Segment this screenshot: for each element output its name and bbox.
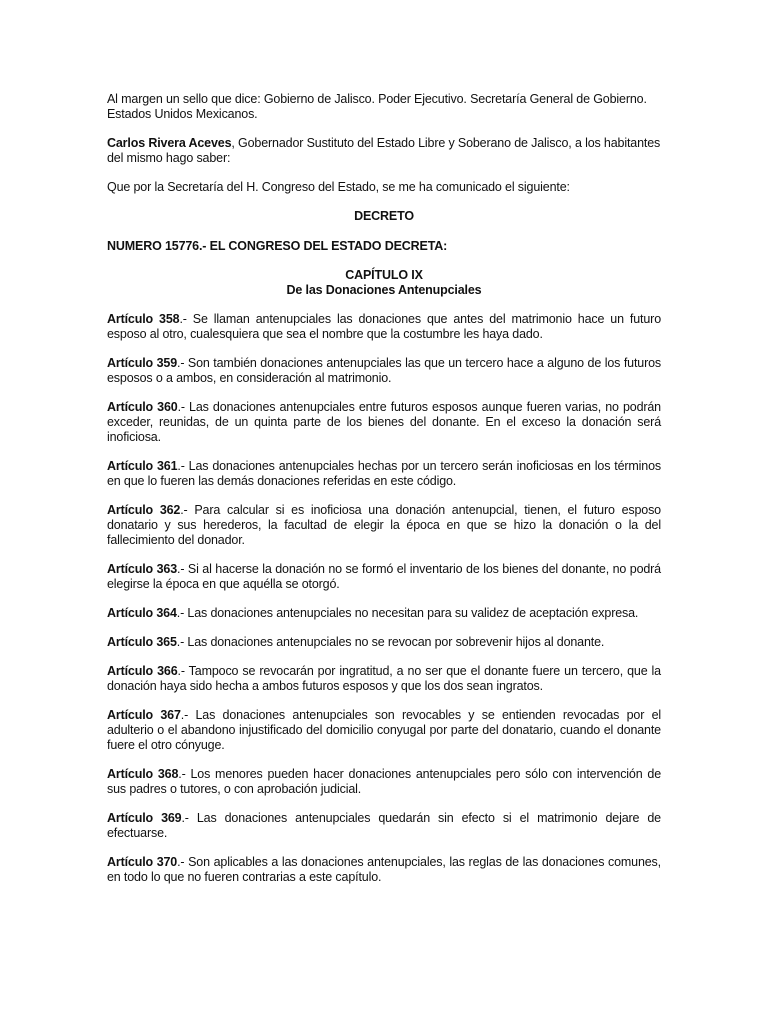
article-title: Artículo 358 — [107, 312, 180, 326]
article-360 — [107, 400, 661, 445]
article-title: Artículo 367 — [107, 708, 181, 722]
article-370 — [107, 855, 661, 885]
article-text: .- Son también donaciones antenupciales las que un tercero hace a alguno de los futuros esposos o a ambos, en consideración al matrimonio. — [107, 356, 661, 385]
article-title: Artículo 365 — [107, 635, 177, 649]
governor-name: Carlos Rivera Aceves — [107, 136, 232, 150]
article-text: .- Si al hacerse la donación no se formó el inventario de los bienes del donante, no podrá elegirse la época en que aquélla se otorgó. — [107, 562, 661, 591]
governor-paragraph — [107, 136, 661, 166]
article-368 — [107, 767, 661, 797]
article-367 — [107, 708, 661, 753]
article-title: Artículo 369 — [107, 811, 182, 825]
article-365 — [107, 635, 661, 650]
article-362 — [107, 503, 661, 548]
article-title: Artículo 360 — [107, 400, 178, 414]
article-text: .- Las donaciones antenupciales entre futuros esposos aunque fueren varias, no podrán exceder, reunidas, de un quinta parte de los bienes del donante. En el exceso la donación será inoficiosa. — [107, 400, 661, 444]
article-title: Artículo 361 — [107, 459, 178, 473]
governor-text: , Gobernador Sustituto del Estado Libre y Soberano de Jalisco, a los habitantes del mismo hago saber: — [107, 136, 661, 165]
article-title: Artículo 368 — [107, 767, 179, 781]
article-title: Artículo 366 — [107, 664, 178, 678]
article-title: Artículo 364 — [107, 606, 177, 620]
article-text: .- Las donaciones antenupciales son revocables y se entienden revocadas por el adulterio o el abandono injustificado del domicilio conyugal por parte del donatario, cuando el donante fuere el otro cónyuge. — [107, 708, 661, 752]
article-title: Artículo 359 — [107, 356, 178, 370]
chapter-title: De las Donaciones Antenupciales — [286, 283, 482, 297]
article-text: .- Las donaciones antenupciales no necesitan para su validez de aceptación expresa. — [176, 606, 639, 620]
article-title: Artículo 370 — [107, 855, 178, 869]
article-text: .- Las donaciones antenupciales quedarán sin efecto si el matrimonio dejare de efectuarse. — [107, 811, 661, 840]
decree-heading: DECRETO — [354, 209, 414, 223]
article-363 — [107, 562, 661, 592]
article-359 — [107, 356, 661, 386]
chapter-heading — [107, 268, 661, 298]
seal-paragraph: Al margen un sello que dice: Gobierno de Jalisco. Poder Ejecutivo. Secretaría General de Gobierno. Estados Unidos Mexicanos. — [107, 92, 647, 121]
document-page — [107, 92, 661, 899]
article-title: Artículo 363 — [107, 562, 177, 576]
article-text: .- Son aplicables a las donaciones antenupciales, las reglas de las donaciones comunes, en todo lo que no fueren contrarias a este capítulo. — [107, 855, 661, 884]
communication-paragraph: Que por la Secretaría del H. Congreso del Estado, se me ha comunicado el siguiente: — [107, 180, 570, 194]
article-text: .- Se llaman antenupciales las donaciones que antes del matrimonio hace un futuro esposo al otro, cualesquiera que sea el nombre que la costumbre les haya dado. — [107, 312, 661, 341]
article-text: .- Las donaciones antenupciales no se revocan por sobrevenir hijos al donante. — [176, 635, 605, 649]
chapter-number: CAPÍTULO IX — [345, 268, 423, 282]
article-text: .- Las donaciones antenupciales hechas por un tercero serán inoficiosas en los términos en que lo fueren las demás donaciones referidas en este código. — [107, 459, 661, 488]
article-369 — [107, 811, 661, 841]
article-364 — [107, 606, 661, 621]
article-text: .- Para calcular si es inoficiosa una donación antenupcial, tienen, el futuro esposo donatario y sus herederos, la facultad de elegir la época en que se hizo la donación o la del fallecimiento del donador. — [107, 503, 661, 547]
article-358 — [107, 312, 661, 342]
article-text: .- Los menores pueden hacer donaciones antenupciales pero sólo con intervención de sus padres o tutores, o con aprobación judicial. — [107, 767, 661, 796]
article-title: Artículo 362 — [107, 503, 181, 517]
article-text: .- Tampoco se revocarán por ingratitud, a no ser que el donante fuere un tercero, que la donación haya sido hecha a ambos futuros esposos y que los dos sean ingratos. — [107, 664, 661, 693]
decree-number-line: NUMERO 15776.- EL CONGRESO DEL ESTADO DECRETA: — [107, 239, 448, 253]
article-366 — [107, 664, 661, 694]
article-361 — [107, 459, 661, 489]
